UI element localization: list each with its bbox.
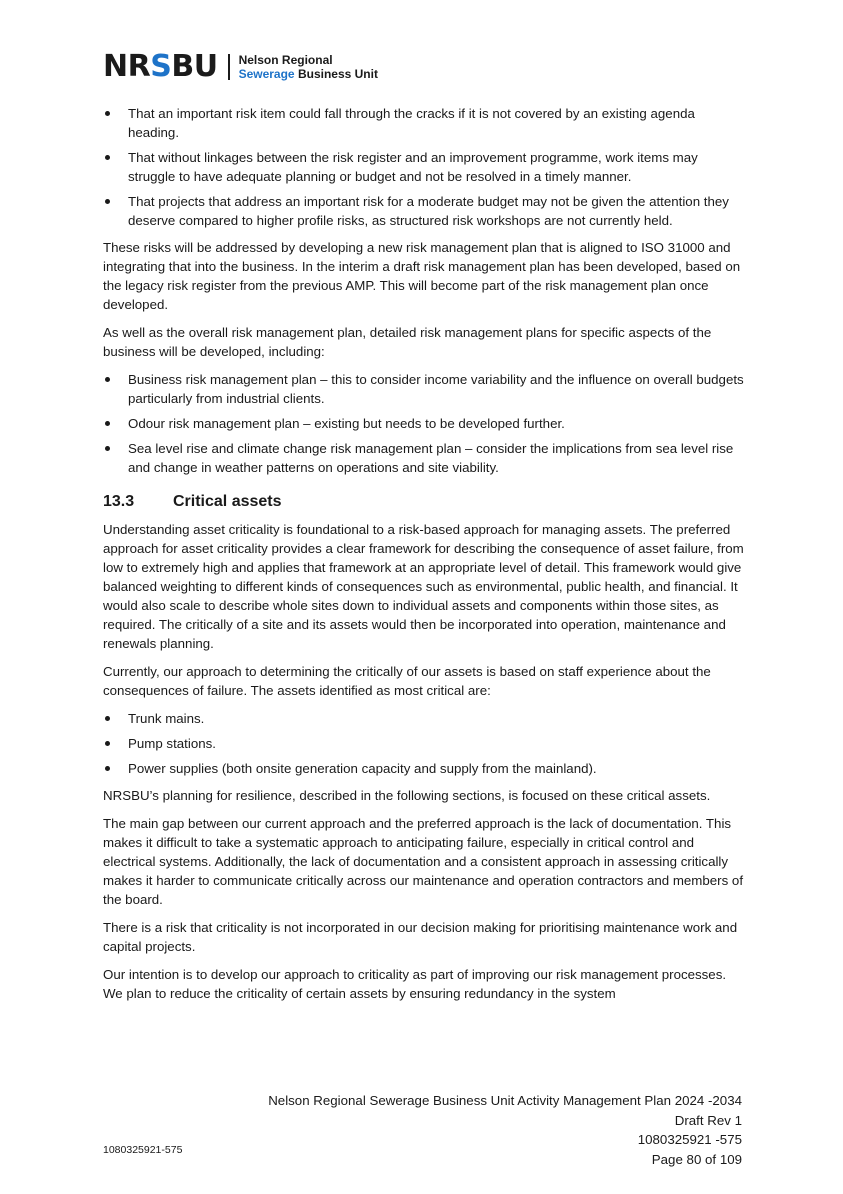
list-item: That projects that address an important risk for a moderate budget may not be given the attention they deserve compared to higher profile risks, as structured risk workshops are not currently held. [103, 192, 748, 230]
paragraph: There is a risk that criticality is not incorporated in our decision making for prioritising maintenance work and capital projects. [103, 920, 738, 954]
list-item: Sea level rise and climate change risk management plan – consider the implications from sea level rise and change in weather patterns on operations and site viability. [103, 439, 748, 477]
list-item: Pump stations. [103, 734, 748, 753]
paragraph: These risks will be addressed by developing a new risk management plan that is aligned to ISO 31000 and integrating that into the business. In the interim a draft risk management plan has been developed, based on the legacy risk register from the previous AMP. This will become part of the risk management plan once developed. [103, 240, 741, 312]
risk-bullet-list [103, 104, 748, 230]
plan-bullet-list [103, 370, 748, 477]
paragraph: Our intention is to develop our approach to criticality as part of improving our risk management processes. We plan to reduce the criticality of certain assets by ensuring redundancy in the system [103, 967, 727, 1001]
list-item: Odour risk management plan – existing but needs to be developed further. [103, 414, 748, 433]
list-item: Trunk mains. [103, 709, 748, 728]
footer-doc-title: Nelson Regional Sewerage Business Unit Activity Management Plan 2024 -2034 [268, 1093, 742, 1108]
list-item: Business risk management plan – this to consider income variability and the influence on overall budgets particularly from industrial clients. [103, 370, 748, 408]
logo-divider [228, 54, 230, 80]
page-body [103, 104, 748, 1012]
nrsbu-logo [103, 50, 378, 84]
footer-page-number: Page 80 of 109 [651, 1151, 742, 1167]
paragraph: Currently, our approach to determining the critically of our assets is based on staff experience about the consequences of failure. The assets identified as most critical are: [103, 664, 711, 698]
section-title: Critical assets [173, 493, 282, 510]
critical-assets-list [103, 709, 748, 778]
page-footer [268, 1091, 742, 1169]
footer-left-id: 1080325921-575 [103, 1144, 183, 1156]
logo-wordmark: NRSBU [103, 49, 218, 84]
paragraph: The main gap between our current approach and the preferred approach is the lack of documentation. This makes it difficult to take a systematic approach to anticipating failure, especially in critical control and electrical systems. Additionally, the lack of documentation and a consistent approach in assessing critically makes it harder to communicate critically across our maintenance and operation contractors and members of the board. [103, 816, 744, 907]
paragraph: NRSBU’s planning for resilience, described in the following sections, is focused on these critical assets. [103, 788, 711, 803]
footer-doc-id: 1080325921 -575 [637, 1132, 742, 1147]
footer-revision: Draft Rev 1 [674, 1112, 742, 1128]
section-heading [103, 491, 748, 513]
list-item: Power supplies (both onsite generation capacity and supply from the mainland). [103, 759, 748, 778]
paragraph: Understanding asset criticality is foundational to a risk-based approach for managing assets. The preferred approach for asset criticality provides a clear framework for describing the consequence of asset failure, from low to extremely high and applies that framework at an appropriate level of detail. This framework would give balanced weighting to different kinds of consequences such as environmental, public health, and financial. It would also scale to describe whole sites down to individual assets and components within those sites, as required. The critically of a site and its assets would then be incorporated into operation, maintenance and renewals planning. [103, 522, 744, 651]
section-number: 13.3 [103, 493, 135, 510]
paragraph: As well as the overall risk management plan, detailed risk management plans for specific aspects of the business will be developed, including: [103, 325, 712, 359]
list-item: That an important risk item could fall through the cracks if it is not covered by an existing agenda heading. [103, 104, 748, 142]
logo-subtitle: Nelson Regional Sewerage Business Unit [238, 53, 378, 81]
list-item: That without linkages between the risk register and an improvement programme, work items may struggle to have adequate planning or budget and not be resolved in a timely manner. [103, 148, 748, 186]
